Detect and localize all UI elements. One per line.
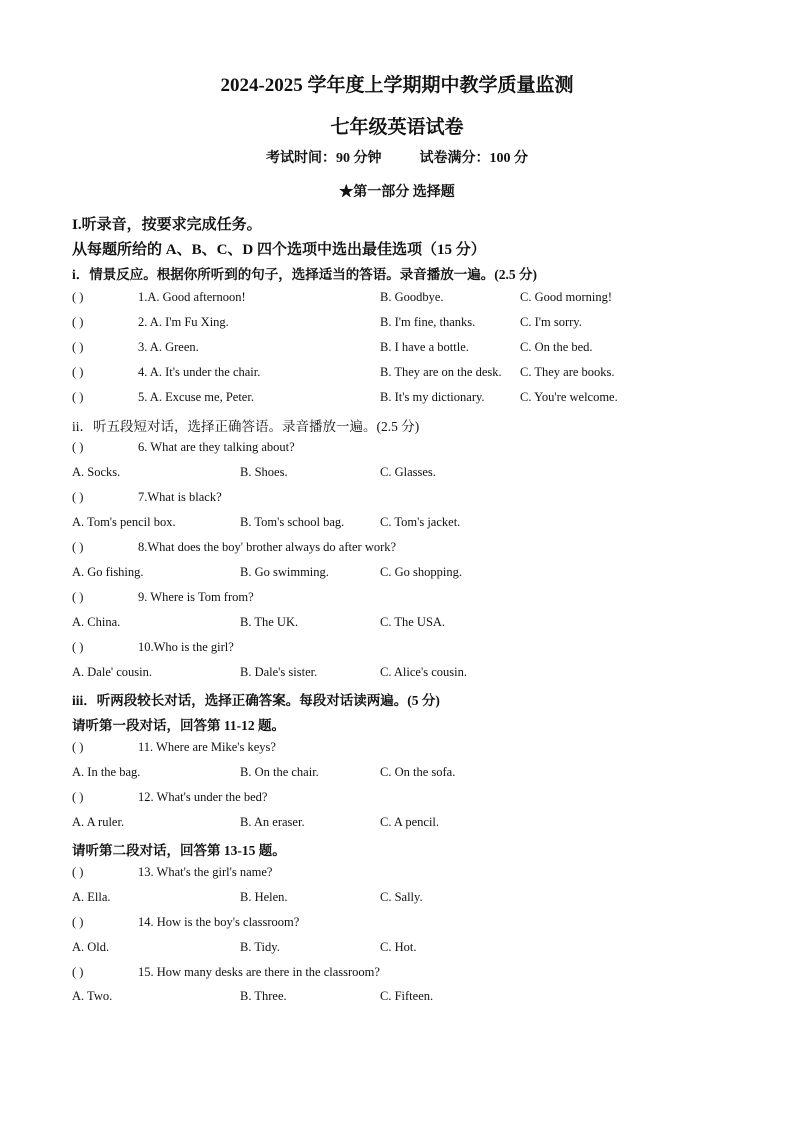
option-b: B. Helen.: [240, 890, 288, 904]
option-c: C. Hot.: [380, 940, 417, 954]
question-13: [72, 865, 272, 880]
question-15: [72, 965, 380, 980]
answer-paren: ( ): [72, 440, 84, 454]
option-a: A. Two.: [72, 989, 113, 1003]
option-c: C. On the bed.: [520, 340, 593, 354]
option-b: B. Goodbye.: [380, 290, 444, 304]
option-c: C. They are books.: [520, 365, 615, 379]
option-b: B. I have a bottle.: [380, 340, 469, 354]
option-c: C. The USA.: [380, 615, 446, 629]
option-b: B. On the chair.: [240, 765, 319, 779]
answer-paren: ( ): [72, 865, 84, 879]
answer-paren: ( ): [72, 740, 84, 754]
option-a: A. Ella.: [72, 890, 111, 904]
answer-paren: ( ): [72, 915, 84, 929]
answer-paren: ( ): [72, 965, 84, 979]
option-c: C. Tom's jacket.: [380, 515, 461, 529]
option-b: B. Three.: [240, 989, 287, 1003]
option-a: A. Socks.: [72, 465, 121, 479]
option-b: B. Shoes.: [240, 465, 288, 479]
section-instruction: 从每题所给的 A、B、C、D 四个选项中选出最佳选项（15 分）: [72, 242, 486, 258]
question-12: [72, 790, 267, 805]
question-3: [72, 340, 199, 355]
question-6: [72, 440, 295, 455]
question-stem: 12. What's under the bed?: [138, 790, 268, 804]
answer-paren: ( ): [72, 640, 84, 654]
question-stem: 2. A. I'm Fu Xing.: [138, 315, 229, 329]
section-heading: I.听录音，按要求完成任务。: [72, 217, 262, 233]
option-a: A. Dale' cousin.: [72, 665, 153, 679]
question-stem: 4. A. It's under the chair.: [138, 365, 261, 379]
exam-subtitle: 七年级英语试卷: [330, 117, 464, 138]
question-stem: 7.What is black?: [138, 490, 222, 504]
answer-paren: ( ): [72, 590, 84, 604]
option-b: B. Tom's school bag.: [240, 515, 345, 529]
option-b: B. The UK.: [240, 615, 299, 629]
full-score: 试卷满分：100 分: [419, 151, 528, 166]
option-b: B. Dale's sister.: [240, 665, 318, 679]
question-stem: 8.What does the boy' brother always do after work?: [138, 540, 397, 554]
option-c: C. You're welcome.: [520, 390, 618, 404]
exam-meta: [0, 147, 794, 167]
question-1: [72, 290, 246, 305]
option-c: C. Sally.: [380, 890, 423, 904]
answer-paren: ( ): [72, 365, 84, 379]
option-a: A. Tom's pencil box.: [72, 515, 176, 529]
option-c: C. Go shopping.: [380, 565, 462, 579]
option-a: A. In the bag.: [72, 765, 141, 779]
question-stem: 15. How many desks are there in the classroom?: [138, 965, 380, 979]
option-c: C. A pencil.: [380, 815, 440, 829]
question-9: [72, 590, 254, 605]
option-c: C. Glasses.: [380, 465, 436, 479]
question-stem: 13. What's the girl's name?: [138, 865, 273, 879]
answer-paren: ( ): [72, 340, 84, 354]
question-stem: 9. Where is Tom from?: [138, 590, 254, 604]
option-b: B. I'm fine, thanks.: [380, 315, 476, 329]
question-stem: 10.Who is the girl?: [138, 640, 234, 654]
question-stem: 11. Where are Mike's keys?: [138, 740, 276, 754]
dialog-2-heading: 请听第二段对话，回答第 13-15 题。: [72, 843, 286, 858]
question-8: [72, 540, 396, 555]
part-title: ★第一部分 选择题: [339, 185, 455, 200]
question-4: [72, 365, 260, 380]
option-c: C. I'm sorry.: [520, 315, 582, 329]
dialog-1-heading: 请听第一段对话，回答第 11-12 题。: [72, 718, 286, 733]
option-b: B. Go swimming.: [240, 565, 329, 579]
question-14: [72, 915, 299, 930]
answer-paren: ( ): [72, 315, 84, 329]
option-b: B. An eraser.: [240, 815, 305, 829]
answer-paren: ( ): [72, 540, 84, 554]
question-stem: 14. How is the boy's classroom?: [138, 915, 300, 929]
option-a: A. China.: [72, 615, 121, 629]
option-c: C. Good morning!: [520, 290, 613, 304]
exam-time: 考试时间：90 分钟: [266, 151, 382, 166]
question-2: [72, 315, 229, 330]
question-11: [72, 740, 276, 755]
option-b: B. Tidy.: [240, 940, 280, 954]
option-a: A. Go fishing.: [72, 565, 144, 579]
subsection-iii: iii．听两段较长对话，选择正确答案。每段对话读两遍。(5 分): [72, 693, 440, 708]
subsection-ii: ii．听五段短对话，选择正确答语。录音播放一遍。(2.5 分): [72, 419, 420, 434]
option-a: A. Old.: [72, 940, 110, 954]
option-b: B. It's my dictionary.: [380, 390, 485, 404]
exam-title: 2024-2025 学年度上学期期中教学质量监测: [220, 75, 574, 96]
question-stem: 6. What are they talking about?: [138, 440, 295, 454]
option-c: C. Alice's cousin.: [380, 665, 467, 679]
question-10: [72, 640, 234, 655]
answer-paren: ( ): [72, 790, 84, 804]
answer-paren: ( ): [72, 290, 84, 304]
option-c: C. On the sofa.: [380, 765, 456, 779]
answer-paren: ( ): [72, 390, 84, 404]
option-c: C. Fifteen.: [380, 989, 434, 1003]
option-b: B. They are on the desk.: [380, 365, 502, 379]
answer-paren: ( ): [72, 490, 84, 504]
question-stem: 3. A. Green.: [138, 340, 199, 354]
option-a: A. A ruler.: [72, 815, 125, 829]
subsection-i: i．情景反应。根据你所听到的句子，选择适当的答语。录音播放一遍。(2.5 分): [72, 267, 537, 282]
question-7: [72, 490, 222, 505]
question-5: [72, 390, 254, 405]
question-stem: 1.A. Good afternoon!: [138, 290, 246, 304]
question-stem: 5. A. Excuse me, Peter.: [138, 390, 254, 404]
